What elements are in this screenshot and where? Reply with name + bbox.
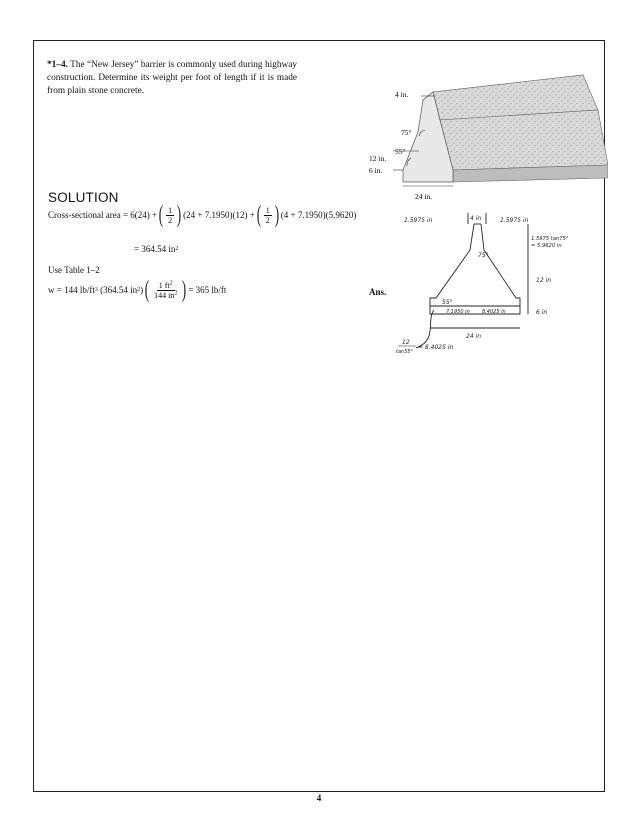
- sketch-note-1: 1.5975 tan75°: [531, 236, 569, 242]
- label-12in: 12 in.: [369, 154, 387, 163]
- sketch-label-seg-left: 7.1950 in: [446, 309, 470, 315]
- table-reference: Use Table 1–2: [48, 265, 100, 275]
- problem-text: The “New Jersey” barrier is commonly used during highway construction. Determine its weight per foot of length if it is made from plain stone concrete.: [47, 60, 297, 96]
- sketch-label-seg-right: 8.4025 in: [482, 309, 506, 315]
- problem-number: *1–4.: [47, 60, 68, 70]
- weight-equation: w = 144 lb/ft 3 (364.54 in 2 ) ( $\frac{1 ft^2}{144 in^2}$ ) = 365 lb/ft: [48, 277, 227, 303]
- unit-conversion-fraction: ( $\frac{1 ft^2}{144 in^2}$ ): [144, 277, 187, 303]
- half-fraction-2: ( $\frac{1}{2}$ ): [256, 202, 279, 228]
- sketch-note-2: = 5.9620 in: [531, 243, 562, 249]
- problem-statement: [47, 59, 297, 98]
- sketch-label-base: 24 in: [466, 333, 482, 340]
- half-fraction-1: ( $\frac{1}{2}$ ): [158, 202, 182, 228]
- sketch-label-12: 12 in: [536, 277, 552, 284]
- area-term3: (4 + 7.1950)(5.9620): [280, 210, 357, 220]
- label-75deg: 75°: [401, 128, 412, 137]
- label-6in: 6 in.: [369, 166, 383, 175]
- area-term2: (24 + 7.1950)(12) +: [183, 210, 255, 220]
- sketch-label-55: 55°: [442, 299, 453, 306]
- barrier-lower-side: [440, 110, 608, 170]
- area-result: = 364.54 in 2: [134, 244, 179, 254]
- sketch-label-top: 4 in: [470, 215, 482, 222]
- area-equation: [48, 202, 357, 228]
- barrier-figure: [363, 70, 608, 210]
- solution-heading: SOLUTION: [48, 190, 119, 205]
- page-number: 4: [316, 793, 322, 803]
- sketch-note-num: 12: [402, 339, 410, 346]
- area-lhs: Cross-sectional area = 6(24) +: [48, 210, 158, 220]
- sketch-note-value: = 8.4025 in: [418, 344, 454, 351]
- sketch-leader: [416, 310, 434, 348]
- sketch-note-den: tan55°: [396, 349, 414, 355]
- sketch-label-left-offset: 1.5975 in: [404, 217, 433, 224]
- sketch-label-right-offset: 1.5975 in: [500, 217, 529, 224]
- label-4in: 4 in.: [395, 90, 409, 99]
- label-24in: 24 in.: [415, 192, 433, 201]
- hand-sketch: [378, 210, 578, 380]
- sketch-label-6: 6 in: [536, 309, 548, 316]
- sketch-label-75: 75°: [478, 252, 489, 259]
- label-55deg: 55°: [395, 147, 406, 156]
- answer-label: Ans.: [369, 287, 387, 297]
